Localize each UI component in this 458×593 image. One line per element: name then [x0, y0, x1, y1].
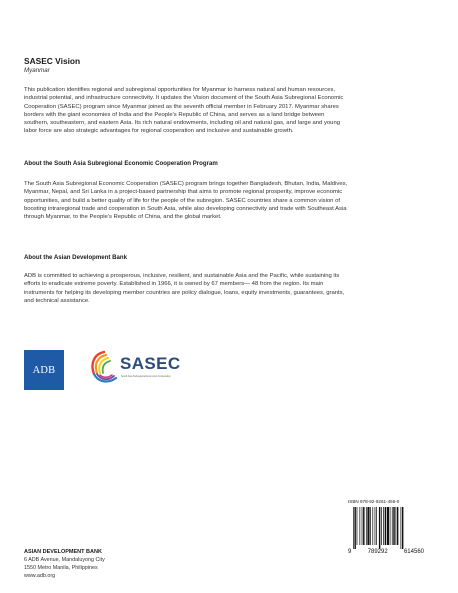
- barcode-bar: [370, 507, 371, 545]
- barcode-bar: [353, 507, 354, 549]
- adb-logo: [24, 350, 64, 390]
- barcode-digits: [348, 549, 424, 555]
- barcode-bar: [381, 507, 382, 545]
- barcode-bar: [363, 507, 364, 545]
- intro-paragraph: This publication identifies regional and subregional opportunities for Myanmar to harness natural and human resources, industrial potential, and infrastructure connectivity. It updates the Vision document of the South Asia Subregional Economic Cooperation (SASEC) program since Myanmar joined as the seventh official member in February 2017. Myanmar shares borders with the giant economies of India and the People's Republic of China, and serves as a land bridge between southern, southeastern, and eastern Asia. Its rich natural endowments, including oil and natural gas, and large and young labor force are also strategic advantages for regional cooperation and inclusive and sustainable growth.: [24, 87, 344, 135]
- address-line-1: 6 ADB Avenue, Mandaluyong City: [24, 557, 105, 563]
- address-line-2: 1550 Metro Manila, Philippines: [24, 565, 98, 571]
- barcode-bar: [375, 507, 376, 545]
- adb-logo-text: ADB: [32, 364, 56, 376]
- barcode-bar: [359, 507, 360, 545]
- isbn-label: ISBN 978-92-9261-456-0: [348, 499, 400, 504]
- about-sasec-paragraph: The South Asia Subregional Economic Cooperation (SASEC) program brings together Bangladesh, Bhutan, India, Maldives, Myanmar, Nepal, and Sri Lanka in a project-based partnership that aims to promote regional prosperity, improve economic opportunities, and build a better quality of life for the people of the subregion. SASEC countries share a common vision of boosting intraregional trade and cooperation in South Asia, while also developing connectivity and trade with Southeast Asia through Myanmar, to the People's Republic of China, and the global market.: [24, 181, 348, 221]
- barcode-digit-group-2: 614560: [403, 549, 424, 555]
- barcode-bar: [395, 507, 396, 545]
- sasec-logo: [86, 346, 206, 390]
- barcode-bar: [379, 507, 380, 549]
- barcode-bar: [390, 507, 391, 545]
- website-link[interactable]: www.adb.org: [24, 573, 56, 579]
- barcode-bar: [402, 507, 403, 549]
- barcode-bar: [367, 507, 369, 545]
- barcode-bar: [385, 507, 386, 545]
- sasec-tagline: South Asia Subregional Economic Cooperation: [121, 375, 171, 378]
- about-sasec-heading: About the South Asia Subregional Economic Cooperation Program: [24, 160, 218, 167]
- barcode-bar: [376, 507, 377, 545]
- barcode-bar: [354, 507, 355, 549]
- barcode-bar: [383, 507, 384, 545]
- about-adb-heading: About the Asian Development Bank: [24, 254, 128, 261]
- about-adb-paragraph: ADB is committed to achieving a prosperous, inclusive, resilient, and sustainable Asia and the Pacific, while sustaining its efforts to eradicate extreme poverty. Established in 1966, it is owned by 67 members— 48 from the region. Its main instruments for helping its developing member countries are policy dialogue, loans, equity investments, guarantees, grants, and technical assistance.: [24, 273, 345, 304]
- barcode-bar: [372, 507, 373, 545]
- barcode-bar: [397, 507, 398, 545]
- publication-title: SASEC Vision: [24, 56, 81, 66]
- barcode-icon: [352, 507, 422, 549]
- barcode-bar: [393, 507, 394, 545]
- barcode-bar: [357, 507, 358, 545]
- barcode-bar: [387, 507, 389, 545]
- barcode-bar: [401, 507, 402, 549]
- sasec-wordmark: SASEC: [120, 354, 181, 373]
- publication-subtitle: Myanmar: [24, 67, 50, 74]
- barcode-bar: [392, 507, 393, 545]
- barcode-bar: [366, 507, 367, 545]
- publisher-name: ASIAN DEVELOPMENT BANK: [24, 549, 102, 555]
- sasec-swirl-icon: [86, 346, 122, 390]
- barcode-bar: [362, 507, 363, 545]
- barcode-digit-left: 9: [348, 549, 352, 555]
- barcode-digit-group-1: 789292: [367, 549, 388, 555]
